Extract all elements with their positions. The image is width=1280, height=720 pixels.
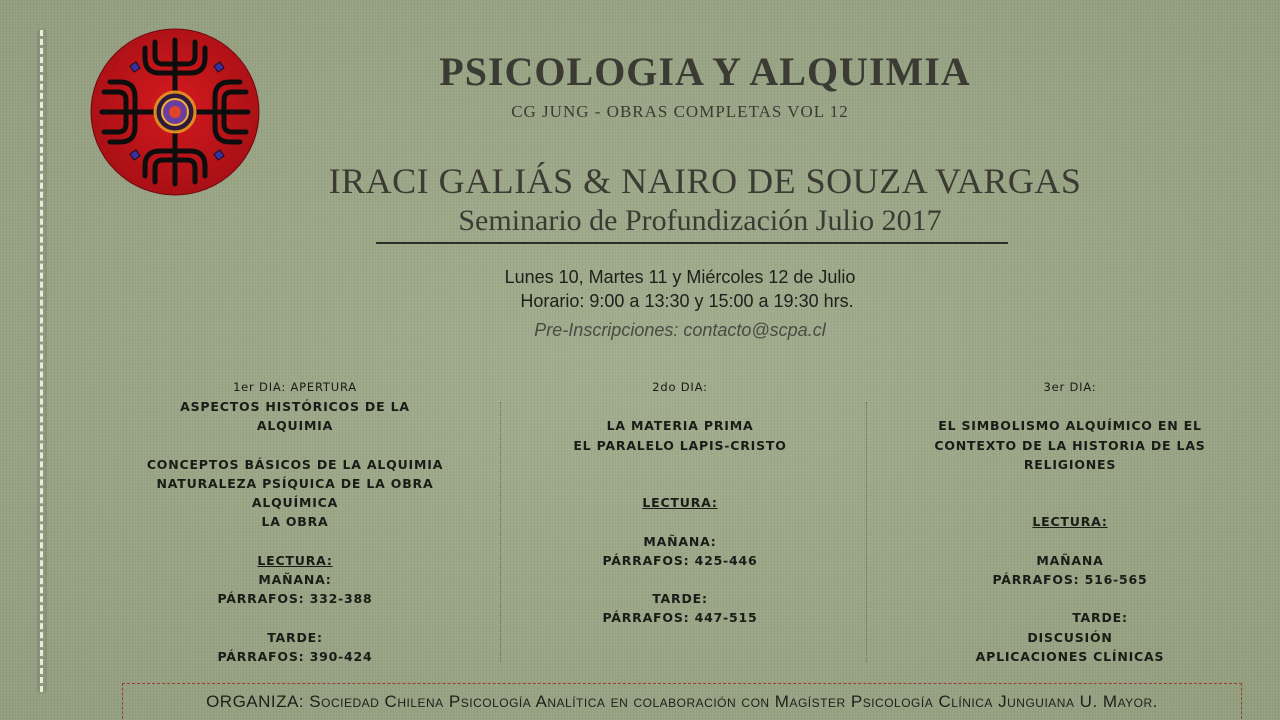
afternoon-label: TARDE: (267, 629, 323, 645)
authors-heading: IRACI GALIÁS & NAIRO DE SOUZA VARGAS (328, 161, 1082, 201)
morning-pages: PÁRRAFOS: 425-446 (602, 552, 758, 568)
morning-pages: PÁRRAFOS: 516-565 (992, 571, 1148, 587)
afternoon-label: TARDE: (652, 591, 708, 607)
topic-line: LA MATERIA PRIMA (606, 418, 754, 434)
morning-label: MAÑANA: (258, 572, 332, 587)
afternoon-line: APLICACIONES CLÍNICAS (975, 648, 1165, 664)
column-divider (500, 402, 501, 662)
morning-label: MAÑANA (1036, 552, 1104, 568)
schedule-block (440, 265, 920, 313)
topic-line: ASPECTOS HISTÓRICOS DE LA (180, 399, 410, 415)
morning-label: MAÑANA: (643, 533, 717, 549)
afternoon-pages: PÁRRAFOS: 390-424 (217, 648, 373, 664)
seminar-heading: Seminario de Profundización Julio 2017 (458, 204, 942, 237)
binding-stitch (40, 30, 44, 692)
day-1-column (130, 378, 460, 666)
topic-line: RELIGIONES (1023, 456, 1117, 472)
day-3-column (905, 378, 1235, 666)
afternoon-pages: PÁRRAFOS: 447-515 (602, 610, 758, 626)
day-2-column (520, 378, 840, 628)
topic-line: CONTEXTO DE LA HISTORIA DE LAS (934, 437, 1206, 453)
page-subtitle: CG JUNG - OBRAS COMPLETAS VOL 12 (511, 102, 849, 121)
lectura-label: LECTURA: (1032, 514, 1108, 530)
day-header: 2do DIA: (652, 380, 708, 394)
day-header: 1er DIA: APERTURA (233, 380, 357, 394)
afternoon-line: DISCUSIÓN (1027, 629, 1113, 645)
topic-line: EL PARALELO LAPIS-CRISTO (573, 437, 787, 453)
organizer-footer: ORGANIZA: Sociedad Chilena Psicología Analítica en colaboración con Magíster Psicología Clínica Junguiana U. Mayor. (122, 683, 1242, 719)
afternoon-label: TARDE: (1072, 610, 1128, 626)
morning-pages: PÁRRAFOS: 332-388 (217, 591, 373, 607)
concept-line: NATURALEZA PSÍQUICA DE LA OBRA (156, 476, 434, 491)
column-divider (866, 402, 867, 662)
topic-line: ALQUIMIA (256, 418, 334, 434)
lectura-label: LECTURA: (642, 495, 718, 511)
concept-line: CONCEPTOS BÁSICOS DE LA ALQUIMIA (146, 456, 444, 472)
schedule-hours: Horario: 9:00 a 13:30 y 15:00 a 19:30 hrs. (520, 291, 854, 311)
preinscription-contact[interactable]: Pre-Inscripciones: contacto@scpa.cl (534, 320, 826, 340)
alchemical-mandala-logo-icon (90, 28, 260, 196)
concept-line: ALQUÍMICA (251, 495, 339, 511)
day-header: 3er DIA: (1043, 380, 1097, 394)
lectura-label: LECTURA: (257, 552, 333, 568)
page-title: PSICOLOGIA Y ALQUIMIA (439, 49, 971, 94)
heading-divider (376, 242, 1008, 244)
concept-line: LA OBRA (261, 514, 329, 530)
schedule-dates: Lunes 10, Martes 11 y Miércoles 12 de Julio (504, 267, 856, 287)
topic-line: EL SIMBOLISMO ALQUÍMICO EN EL (938, 418, 1202, 434)
